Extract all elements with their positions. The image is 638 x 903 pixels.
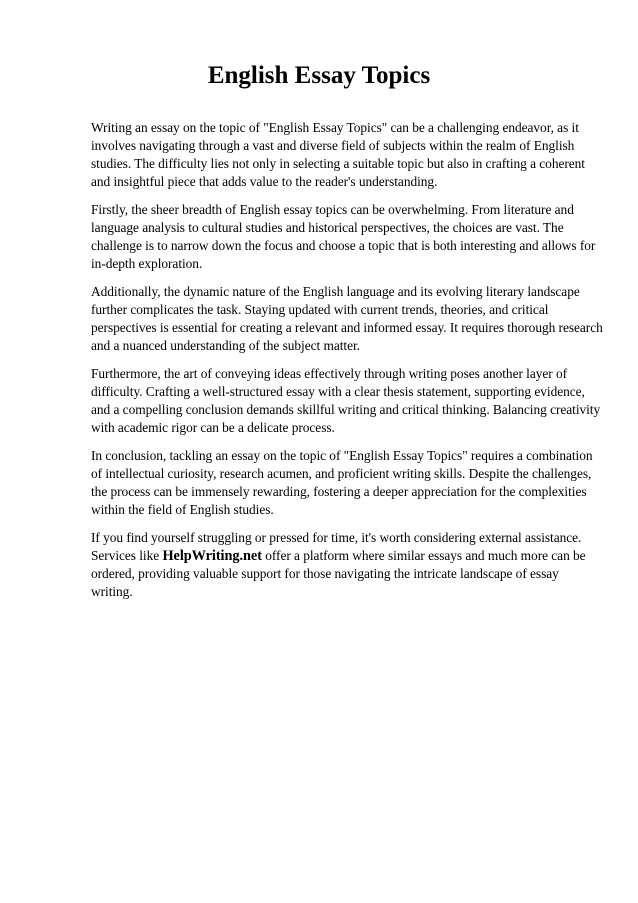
paragraph-firstly: Firstly, the sheer breadth of English essay topics can be overwhelming. From literature and language analysis to cultural studies and historical perspectives, the choices are vast. The challenge is to narrow down the focus and choose a topic that is both interesting and allows for in-depth exploration. [91, 202, 596, 271]
assistance-text-before: If you find yourself struggling or pressed for time, it's worth considering external assistance. Services like [91, 530, 582, 563]
paragraph-furthermore: Furthermore, the art of conveying ideas effectively through writing poses another layer of difficulty. Crafting a well-structured essay with a clear thesis statement, supporting evidence, and a compelling conclusion demands skillful writing and critical thinking. Balancing creativity with academic rigor can be a delicate process. [91, 366, 601, 435]
paragraph-additionally: Additionally, the dynamic nature of the English language and its evolving literary landscape further complicates the task. Staying updated with current trends, theories, and critical perspectives is essential for creating a relevant and informed essay. It requires thorough research and a nuanced understanding of the subject matter. [91, 284, 603, 353]
document-body [91, 119, 603, 611]
assistance-text-after: offer a platform where similar essays and much more can be ordered, providing valuable support for those navigating the intricate landscape of essay writing. [91, 548, 586, 599]
paragraph-assistance [91, 529, 603, 601]
paragraph-conclusion: In conclusion, tackling an essay on the topic of "English Essay Topics" requires a combination of intellectual curiosity, research acumen, and proficient writing skills. Despite the challenges, the process can be immensely rewarding, fostering a deeper appreciation for the complexities within the field of English studies. [91, 448, 593, 517]
page-title: English Essay Topics [207, 62, 431, 89]
paragraph-intro: Writing an essay on the topic of "English Essay Topics" can be a challenging endeavor, as it involves navigating through a vast and diverse field of subjects within the realm of English studies. The difficulty lies not only in selecting a suitable topic but also in crafting a coherent and insightful piece that adds value to the reader's understanding. [91, 120, 585, 189]
helpwriting-link[interactable]: HelpWriting.net [162, 548, 262, 564]
